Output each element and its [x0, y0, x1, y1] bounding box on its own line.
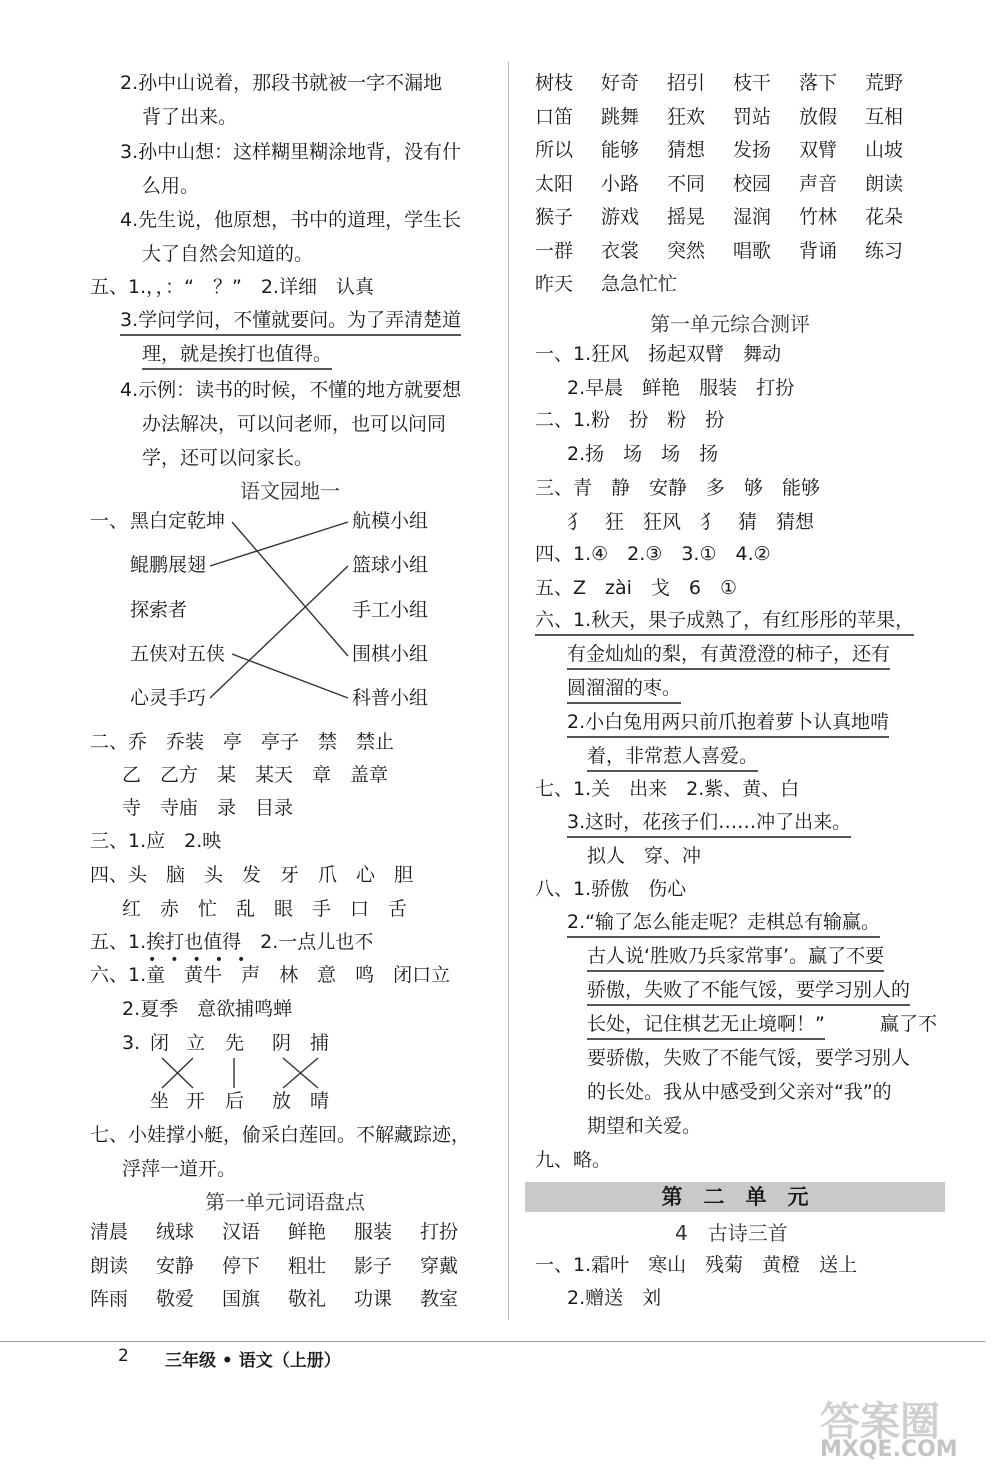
- underlined-answer: 六、1.秋天，果子成熟了，有红彤彤的苹果，: [535, 611, 914, 636]
- antonym-bottom: 开: [186, 1090, 206, 1112]
- word: 不同: [667, 172, 706, 195]
- answer-line: 3.: [122, 1032, 141, 1054]
- word-row: [535, 275, 931, 309]
- word: 小路: [601, 172, 640, 195]
- question-number: 一、: [90, 510, 129, 532]
- answer-line: 赢了不: [880, 1013, 938, 1035]
- word: 衣裳: [601, 239, 640, 262]
- antonym-top: 阴: [272, 1032, 292, 1054]
- match-left-item: 五侠对五侠: [130, 643, 226, 665]
- answer-line: 四、1.④ 2.③ 3.① 4.②: [535, 543, 771, 565]
- answer-line: 么用。: [142, 175, 200, 197]
- underlined-answer: 理，就是挨打也值得。: [142, 345, 332, 370]
- answer-line: 浮萍一道开。: [122, 1158, 237, 1180]
- antonym-bottom: 坐: [150, 1090, 170, 1112]
- answer-line: 2.赠送 刘: [567, 1287, 662, 1309]
- word: 国旗: [222, 1288, 261, 1310]
- word: 狂欢: [667, 105, 706, 128]
- word: 清晨: [90, 1221, 129, 1243]
- antonym-bottom: 放: [272, 1090, 292, 1112]
- word: 花朵: [865, 206, 904, 228]
- antonym-bottom: 晴: [310, 1090, 330, 1112]
- word: 招引: [667, 72, 706, 94]
- underlined-answer: 圆溜溜的枣。: [567, 679, 681, 704]
- word: 停下: [222, 1254, 261, 1277]
- word: 影子: [354, 1254, 393, 1277]
- word: 朗读: [90, 1254, 129, 1277]
- word: 双臂: [799, 139, 838, 161]
- match-left-item: 黑白定乾坤: [130, 510, 226, 532]
- word-row: [535, 172, 931, 209]
- answer-line: 大了自然会知道的。: [142, 243, 314, 265]
- underlined-answer: 骄傲，失败了不能气馁，要学习别人的: [587, 981, 910, 1006]
- word: 功课: [354, 1288, 393, 1310]
- answer-line: 2.扬 场 场 扬: [567, 443, 719, 465]
- word: 落下: [799, 72, 838, 94]
- word: 湿润: [733, 206, 772, 228]
- answer-line: 五、1.，，：“ ？” 2.详细 认真: [90, 276, 374, 298]
- answer-line: 九、略。: [535, 1149, 612, 1171]
- underlined-answer: 3.这时，花孩子们……冲了出来。: [567, 813, 851, 838]
- answer-line: 3.孙中山想：这样糊里糊涂地背，没有什: [120, 141, 462, 163]
- word: 服装: [354, 1221, 393, 1243]
- word: 昨天: [535, 273, 574, 295]
- antonym-top: 闭: [150, 1032, 170, 1054]
- word: 所以: [535, 139, 574, 161]
- answer-line: 寺 寺庙 录 目录: [122, 797, 294, 819]
- match-right-item: 篮球小组: [352, 554, 429, 576]
- answer-line: 的长处。我从中感受到父亲对“我”的: [587, 1081, 892, 1103]
- word-row: [535, 208, 931, 242]
- answer-line: 七、1.关 出来 2.紫、黄、白: [535, 778, 800, 800]
- word: 敬爱: [156, 1288, 195, 1310]
- answer-line: 犭 狂 狂风 犭 猜 猜想: [567, 511, 815, 533]
- answer-line: 2.夏季 意欲捕鸣蝉: [122, 998, 293, 1020]
- answer-line: 办法解决，可以问老师，也可以问同: [142, 413, 447, 435]
- word-row: [535, 74, 931, 108]
- section-title: 语文园地一: [240, 479, 340, 503]
- word: 声音: [799, 172, 838, 195]
- word: 汉语: [222, 1221, 261, 1243]
- underlined-answer: 古人说‘胜败乃兵家常事’。赢了不要: [587, 947, 884, 972]
- antonym-top: 立: [186, 1032, 206, 1054]
- word: 竹林: [799, 206, 838, 228]
- antonym-top: 捕: [310, 1032, 330, 1054]
- word: 安静: [156, 1254, 195, 1277]
- answer-line: 期望和关爱。: [587, 1115, 702, 1137]
- antonym-bottom: 后: [225, 1090, 245, 1112]
- underlined-answer: 2.“输了怎么能走呢？走棋总有输赢。: [567, 913, 880, 938]
- answer-line: 红 赤 忙 乱 眼 手 口 舌: [122, 898, 408, 920]
- match-right-item: 围棋小组: [352, 643, 429, 665]
- word: 急急忙忙: [601, 273, 678, 295]
- watermark-logo: 答案圈: [820, 1399, 940, 1445]
- underlined-answer: 长处，记住棋艺无止境啊！”: [587, 1015, 825, 1040]
- word: 阵雨: [90, 1288, 129, 1310]
- answer-line: 拟人 穿、冲: [587, 845, 702, 867]
- book-title: 三年级 • 语文（上册）: [165, 1351, 341, 1371]
- word: 一群: [535, 239, 574, 262]
- antonym-lines: [0, 0, 400, 1100]
- word-row: [535, 239, 931, 276]
- word: 背诵: [799, 239, 838, 262]
- word: 荒野: [865, 72, 904, 94]
- column-divider: [508, 62, 509, 1320]
- word-row: [535, 105, 931, 142]
- emphasis-dots: •••••: [148, 952, 260, 968]
- answer-line: 三、1.应 2.映: [90, 830, 222, 852]
- watermark-site: MXQE.COM: [820, 1437, 958, 1462]
- answer-line: 五、Z zài 戈 6 ①: [535, 577, 738, 599]
- underlined-answer: 着，非常惹人喜爱。: [587, 747, 758, 772]
- word: 跳舞: [601, 105, 640, 128]
- word: 树枝: [535, 72, 574, 94]
- answer-line: 背了出来。: [142, 106, 238, 128]
- section-title: 第一单元词语盘点: [205, 1190, 365, 1214]
- underlined-answer: 2.小白兔用两只前爪抱着萝卜认真地啃: [567, 713, 889, 738]
- answer-line: 八、1.骄傲 伤心: [535, 878, 687, 900]
- word: 敬礼: [288, 1288, 327, 1310]
- underlined-answer: 有金灿灿的梨，有黄澄澄的柿子，还有: [567, 645, 890, 670]
- word: 好奇: [601, 72, 640, 94]
- answer-line: 2.孙中山说着，那段书就被一字不漏地: [120, 72, 443, 94]
- word: 练习: [865, 239, 904, 262]
- word-row: [535, 141, 931, 175]
- word-row: [90, 1290, 486, 1324]
- word: 打扮: [420, 1221, 459, 1243]
- answer-line: 2.早晨 鲜艳 服装 打扮: [567, 377, 795, 399]
- word: 摇晃: [667, 206, 706, 228]
- footer-rule: [0, 1341, 985, 1342]
- answer-line: 乙 乙方 某 某天 章 盖章: [122, 764, 389, 786]
- word-list-left: [90, 1223, 486, 1324]
- word: 互相: [865, 105, 904, 128]
- answer-line: 四、头 脑 头 发 牙 爪 心 胆: [90, 864, 414, 886]
- word: 枝干: [733, 72, 772, 94]
- word: 发扬: [733, 139, 772, 161]
- match-right-item: 手工小组: [352, 599, 429, 621]
- word: 猴子: [535, 206, 574, 228]
- lesson-title: 4 古诗三首: [675, 1221, 788, 1245]
- answer-line: 要骄傲，失败了不能气馁，要学习别人: [587, 1047, 911, 1069]
- word-list-right: [535, 74, 931, 309]
- answer-line: 学，还可以问家长。: [142, 447, 314, 469]
- antonym-top: 先: [225, 1032, 245, 1054]
- answer-line: 七、小娃撑小艇，偷采白莲回。不解藏踪迹，: [90, 1124, 471, 1146]
- answer-line: 一、1.霜叶 寒山 残菊 黄橙 送上: [535, 1254, 858, 1276]
- word-row: [90, 1223, 486, 1257]
- word-row: [90, 1254, 486, 1291]
- match-left-item: 心灵手巧: [130, 687, 207, 709]
- word: 朗读: [865, 172, 904, 195]
- word: 突然: [667, 239, 706, 262]
- answer-line: 三、青 静 安静 多 够 能够: [535, 477, 821, 499]
- word: 口笛: [535, 105, 574, 128]
- word: 粗壮: [288, 1254, 327, 1277]
- match-right-item: 科普小组: [352, 687, 429, 709]
- page-number: 2: [118, 1346, 129, 1366]
- section-title: 第一单元综合测评: [650, 312, 810, 336]
- unit-banner: 第 二 单 元: [525, 1182, 945, 1212]
- word: 能够: [601, 139, 640, 161]
- word: 山坡: [865, 139, 904, 161]
- word: 鲜艳: [288, 1221, 327, 1243]
- answer-line: 4.示例：读书的时候，不懂的地方就要想: [120, 379, 462, 401]
- word: 绒球: [156, 1221, 195, 1243]
- match-left-item: 探索者: [130, 599, 188, 621]
- answer-line: 五、1.挨打也值得 2.一点儿也不: [90, 931, 374, 953]
- word: 太阳: [535, 172, 574, 195]
- answer-line: 二、1.粉 扮 粉 扮: [535, 409, 725, 431]
- word: 唱歌: [733, 239, 772, 262]
- answer-line: 4.先生说，他原想，书中的道理，学生长: [120, 209, 462, 231]
- answer-line: 六、1.童 黄牛 声 林 意 鸣 闭口立: [90, 964, 451, 986]
- word: 猜想: [667, 139, 706, 161]
- underlined-answer: 3.学问学问，不懂就要问。为了弄清楚道: [120, 311, 461, 336]
- word: 游戏: [601, 206, 640, 228]
- word: 放假: [799, 105, 838, 128]
- answer-line: 二、乔 乔装 亭 亭子 禁 禁止: [90, 731, 395, 753]
- match-left-item: 鲲鹏展翅: [130, 554, 207, 576]
- word: 罚站: [733, 105, 772, 128]
- word: 穿戴: [420, 1254, 459, 1277]
- word: 校园: [733, 172, 772, 195]
- answer-line: 一、1.狂风 扬起双臂 舞动: [535, 343, 782, 365]
- match-right-item: 航模小组: [352, 510, 429, 532]
- word: 教室: [420, 1288, 459, 1310]
